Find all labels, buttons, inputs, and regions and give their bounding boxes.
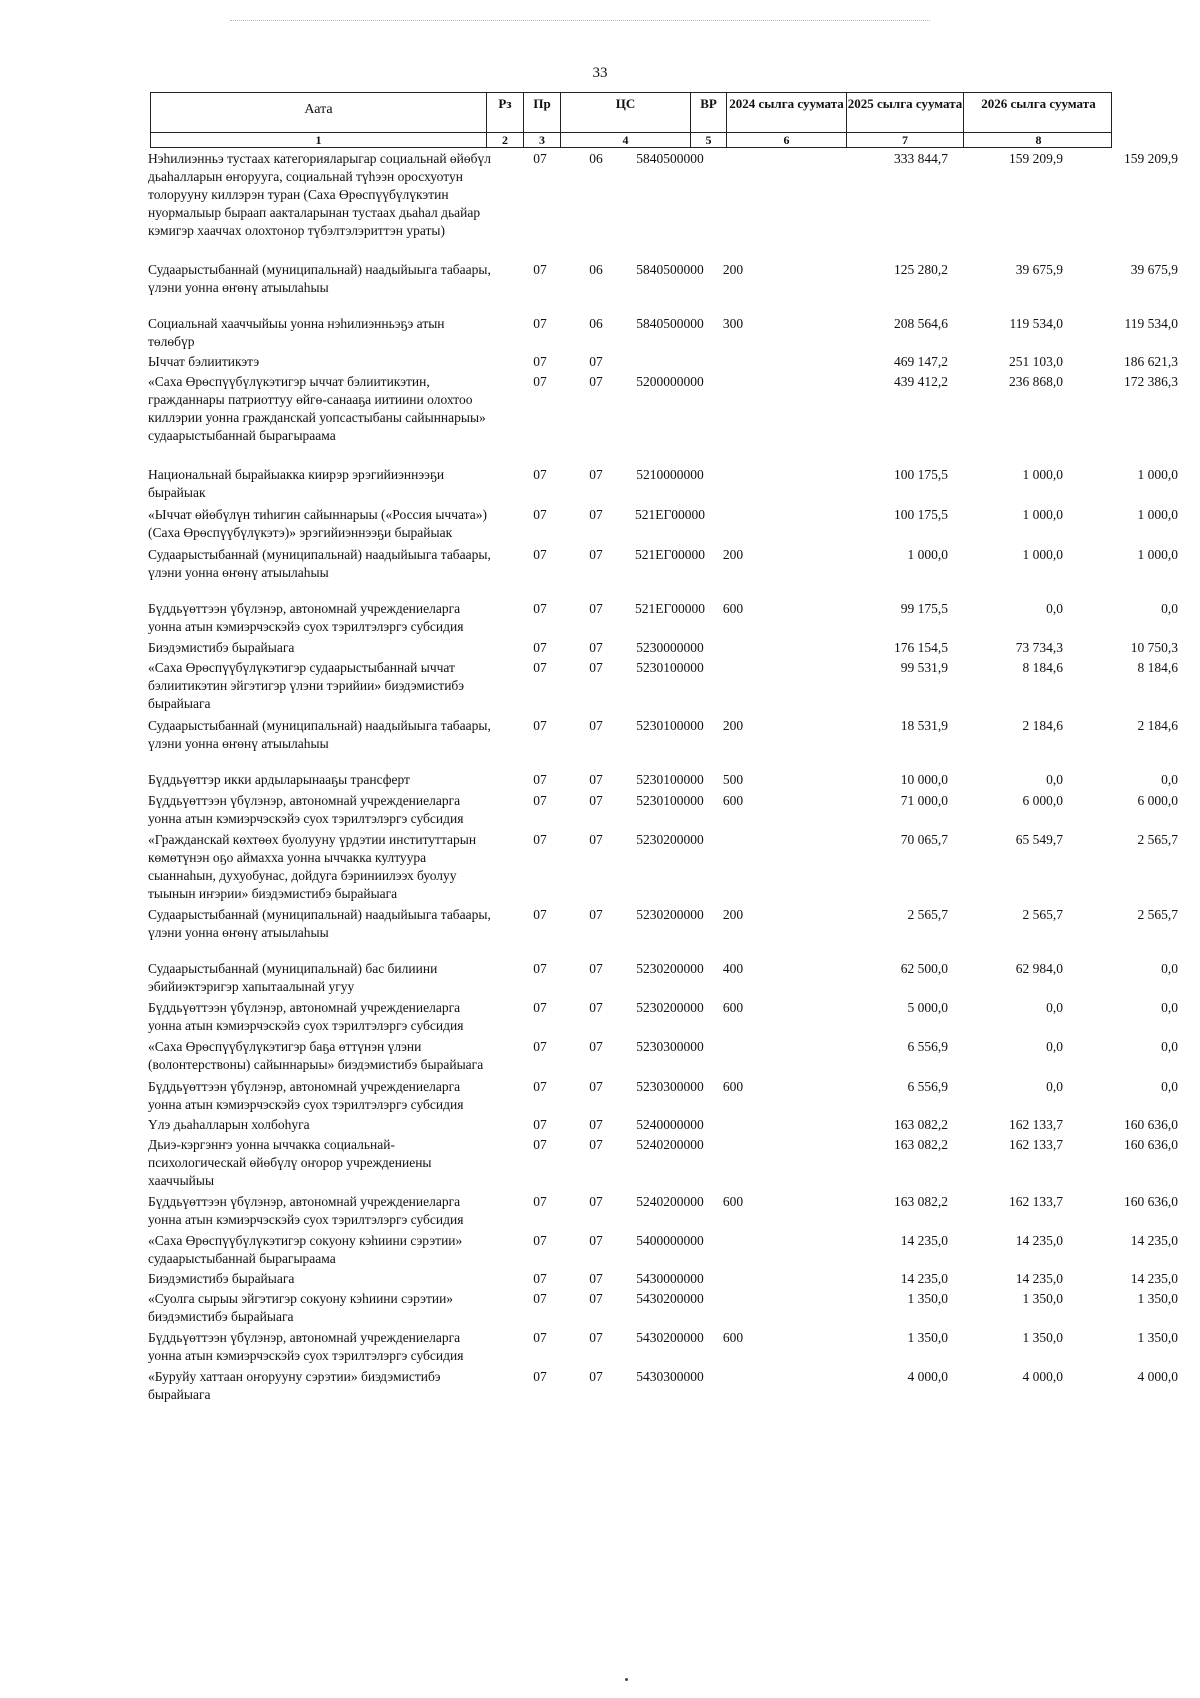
page-number: 33 [592,65,608,81]
row-cs: 5430300000 [636,1369,704,1384]
row-name: Бүддьүөттэр икки ардыларынааҕы трансферт [148,772,410,787]
row-pr: 07 [589,1000,603,1015]
row-rz: 07 [533,793,547,808]
row-cs: 5240200000 [636,1194,704,1209]
row-amount-2026: 8 184,6 [1137,660,1178,675]
row-rz: 07 [533,1039,547,1054]
row-cs: 5240000000 [636,1117,704,1132]
table-row [148,353,1178,371]
row-rz: 07 [533,467,547,482]
row-pr: 07 [589,1039,603,1054]
row-vr: 600 [722,1194,744,1209]
row-pr: 07 [589,1330,603,1345]
row-rz: 07 [533,262,547,277]
col-number: 6 [726,133,846,147]
row-amount-2025: 236 868,0 [1009,374,1063,389]
row-pr: 07 [589,374,603,389]
col-number: 1 [315,133,322,147]
row-cs: 5840500000 [636,316,704,331]
row-amount-2025: 119 534,0 [1009,316,1063,331]
row-cs: 521ЕГ00000 [634,507,706,522]
row-rz: 07 [533,316,547,331]
row-cs: 5430200000 [636,1291,704,1306]
row-name: Биэдэмистибэ бырайыага [148,640,295,655]
table-row [148,546,1178,582]
row-amount-2024: 163 082,2 [894,1194,948,1209]
row-pr: 07 [589,1271,603,1286]
row-pr: 07 [589,640,603,655]
row-rz: 07 [533,151,547,166]
row-rz: 07 [533,374,547,389]
row-name: «Гражданскай көхтөөх буолууну үрдэтии институттарын көмөтүнэн оҕо аймахха уонна ыччакка култуура сыаннаһын, духуобунас, дойдуга бэриниилээх буолуу тыынын иҥэрии» биэдэмистибэ бырайыага [148,832,477,901]
row-amount-2024: 18 531,9 [900,718,948,733]
table-row [148,960,1178,996]
row-name: Судаарыстыбаннай (муниципальнай) наадыйыыга табаары, үлэни уонна өҥөнү атыылаһыы [148,907,491,940]
row-amount-2025: 162 133,7 [1009,1117,1063,1132]
col-number: 3 [523,133,560,147]
row-amount-2026: 10 750,3 [1130,640,1178,655]
row-amount-2025: 1 350,0 [1022,1330,1063,1345]
row-name: Судаарыстыбаннай (муниципальнай) наадыйыыга табаары, үлэни уонна өҥөнү атыылаһыы [148,718,491,751]
row-pr: 07 [589,1291,603,1306]
row-cs: 5840500000 [636,151,704,166]
row-name: Судаарыстыбаннай (муниципальнай) наадыйыыга табаары, үлэни уонна өҥөнү атыылаһыы [148,262,491,295]
row-amount-2025: 162 133,7 [1009,1194,1063,1209]
row-pr: 07 [589,507,603,522]
row-amount-2024: 1 350,0 [907,1291,948,1306]
row-amount-2026: 6 000,0 [1137,793,1178,808]
row-amount-2025: 0,0 [1046,1079,1063,1094]
row-vr: 600 [722,1330,744,1345]
table-row [148,1078,1178,1114]
header-pr: Пр [523,93,560,136]
row-amount-2024: 163 082,2 [894,1117,948,1132]
row-rz: 07 [533,832,547,847]
row-amount-2024: 70 065,7 [900,832,948,847]
row-rz: 07 [533,640,547,655]
row-cs: 5230100000 [636,772,704,787]
row-cs: 5230200000 [636,961,704,976]
row-amount-2025: 0,0 [1046,1000,1063,1015]
row-name: Нэһилиэнньэ тустаах категорияларыгар социальнай өйөбүл дьаһалларын өҥорууга, социальнай түһээн оросхуотун толорууну киллэрэн туран (Саха Өрөспүүбүлүкэтин нуормалыыр быраап аакталарынан тустаах дьаһал дьайар кэмигэр хааччах олохтонор түбэлтэлэриттэн ураты) [148,151,492,238]
row-rz: 07 [533,907,547,922]
row-pr: 07 [589,718,603,733]
row-pr: 07 [589,1233,603,1248]
row-amount-2026: 2 184,6 [1137,718,1178,733]
row-pr: 07 [589,660,603,675]
row-amount-2026: 14 235,0 [1130,1233,1178,1248]
row-amount-2024: 333 844,7 [894,151,948,166]
row-amount-2026: 172 386,3 [1124,374,1178,389]
row-cs: 5230300000 [636,1039,704,1054]
row-amount-2026: 160 636,0 [1124,1117,1178,1132]
header-name: Аата [304,102,333,117]
header-cs: ЦС [560,93,690,136]
row-pr: 07 [589,1194,603,1209]
row-pr: 07 [589,907,603,922]
row-pr: 07 [589,793,603,808]
row-amount-2025: 1 350,0 [1022,1291,1063,1306]
row-amount-2024: 125 280,2 [894,262,948,277]
row-amount-2024: 1 000,0 [907,547,948,562]
row-amount-2026: 1 000,0 [1137,467,1178,482]
row-rz: 07 [533,547,547,562]
row-amount-2026: 0,0 [1161,961,1178,976]
row-amount-2026: 119 534,0 [1124,316,1178,331]
row-cs: 5230200000 [636,907,704,922]
row-pr: 07 [589,467,603,482]
row-name: Үлэ дьаһалларын холбоһуга [148,1117,310,1132]
col-number: 7 [846,133,963,147]
header-2024: 2024 сылга суумата [726,93,846,136]
row-name: Биэдэмистибэ бырайыага [148,1271,295,1286]
row-amount-2026: 1 350,0 [1137,1330,1178,1345]
row-amount-2025: 8 184,6 [1022,660,1063,675]
table-row [148,315,1178,351]
row-amount-2025: 14 235,0 [1015,1271,1063,1286]
row-name: Судаарыстыбаннай (муниципальнай) наадыйыыга табаары, үлэни уонна өҥөнү атыылаһыы [148,547,491,580]
row-rz: 07 [533,1117,547,1132]
row-amount-2025: 14 235,0 [1015,1233,1063,1248]
row-amount-2025: 65 549,7 [1015,832,1063,847]
row-amount-2025: 0,0 [1046,1039,1063,1054]
row-amount-2024: 1 350,0 [907,1330,948,1345]
row-amount-2024: 14 235,0 [900,1233,948,1248]
row-amount-2025: 159 209,9 [1009,151,1063,166]
row-cs: 5230100000 [636,718,704,733]
row-rz: 07 [533,660,547,675]
row-amount-2024: 4 000,0 [907,1369,948,1384]
header-rz: Рз [486,93,523,136]
row-amount-2025: 1 000,0 [1022,467,1063,482]
row-name: Бүддьүөттээн үбүлэнэр, автономнай учреждениеларга уонна атын кэмиэрчэскэйэ суох тэрилтэлэргэ субсидия [148,1330,464,1363]
row-amount-2026: 2 565,7 [1137,907,1178,922]
table-row [148,831,1178,903]
row-pr: 07 [589,1369,603,1384]
row-name: Бүддьүөттээн үбүлэнэр, автономнай учреждениеларга уонна атын кэмиэрчэскэйэ суох тэрилтэлэргэ субсидия [148,1079,464,1112]
row-amount-2024: 439 412,2 [894,374,948,389]
row-rz: 07 [533,1233,547,1248]
table-row [148,1290,1178,1326]
row-cs: 5230100000 [636,660,704,675]
row-amount-2026: 1 000,0 [1137,547,1178,562]
row-amount-2025: 62 984,0 [1015,961,1063,976]
table-row [148,792,1178,828]
row-vr: 200 [722,907,744,922]
header-vr: ВР [690,93,726,136]
row-cs: 5230000000 [636,640,704,655]
row-rz: 07 [533,507,547,522]
row-amount-2024: 176 154,5 [894,640,948,655]
row-vr: 600 [722,793,744,808]
row-amount-2026: 159 209,9 [1124,151,1178,166]
row-amount-2025: 1 000,0 [1022,547,1063,562]
row-vr: 600 [722,601,744,616]
row-amount-2024: 100 175,5 [894,467,948,482]
row-cs: 5230300000 [636,1079,704,1094]
row-amount-2026: 2 565,7 [1137,832,1178,847]
row-amount-2025: 4 000,0 [1022,1369,1063,1384]
row-amount-2025: 39 675,9 [1015,262,1063,277]
row-rz: 07 [533,354,547,369]
row-pr: 07 [589,961,603,976]
table-row [148,1232,1178,1268]
row-pr: 07 [589,1137,603,1152]
row-amount-2024: 10 000,0 [900,772,948,787]
row-cs: 5230100000 [636,793,704,808]
table-row [148,999,1178,1035]
row-cs: 5210000000 [636,467,704,482]
row-amount-2024: 208 564,6 [894,316,948,331]
row-cs: 5240200000 [636,1137,704,1152]
table-row [148,1368,1178,1404]
table-row [148,466,1178,502]
row-amount-2026: 0,0 [1161,1039,1178,1054]
row-amount-2026: 0,0 [1161,772,1178,787]
row-rz: 07 [533,1079,547,1094]
row-amount-2025: 1 000,0 [1022,507,1063,522]
table-row [148,1136,1178,1190]
table-row [148,1270,1178,1288]
row-amount-2025: 2 184,6 [1022,718,1063,733]
row-amount-2025: 162 133,7 [1009,1137,1063,1152]
row-pr: 07 [589,1117,603,1132]
table-row [148,659,1178,713]
header-2026: 2026 сылга суумата [963,93,1113,136]
row-amount-2024: 5 000,0 [907,1000,948,1015]
row-rz: 07 [533,1271,547,1286]
row-amount-2024: 14 235,0 [900,1271,948,1286]
col-number: 2 [486,133,523,147]
row-name: Бүддьүөттээн үбүлэнэр, автономнай учреждениеларга уонна атын кэмиэрчэскэйэ суох тэрилтэлэргэ субсидия [148,601,464,634]
row-name: Бүддьүөттээн үбүлэнэр, автономнай учреждениеларга уонна атын кэмиэрчэскэйэ суох тэрилтэлэргэ субсидия [148,1000,464,1033]
row-amount-2024: 62 500,0 [900,961,948,976]
row-pr: 07 [589,601,603,616]
row-vr: 500 [722,772,744,787]
table-row [148,1329,1178,1365]
row-name: Национальнай бырайыакка киирэр эрэгийиэннээҕи бырайыак [148,467,445,500]
row-name: Судаарыстыбаннай (муниципальнай) бас билиини эбийиэктэригэр хапытаалынай угуу [148,961,438,994]
column-number-row [150,132,1112,148]
row-rz: 07 [533,601,547,616]
table-row [148,506,1178,542]
table-row [148,771,1178,789]
row-pr: 06 [589,316,603,331]
table-row [148,373,1178,445]
table-header [150,92,1112,136]
row-amount-2024: 71 000,0 [900,793,948,808]
row-cs: 521ЕГ00000 [634,547,706,562]
row-rz: 07 [533,1000,547,1015]
row-cs: 5430000000 [636,1271,704,1286]
row-name: Дьиэ-кэргэнҥэ уонна ыччакка социальнай-психологическай өйөбүлү оҥорор учреждениены хааччыйыы [148,1137,432,1188]
row-name: «Саха Өрөспүүбүлүкэтигэр сокуону кэһиини сэрэтии» судаарыстыбаннай бырагыраама [148,1233,463,1266]
row-rz: 07 [533,772,547,787]
row-name: «Буруйу хаттаан оҥорууну сэрэтии» биэдэмистибэ бырайыага [148,1369,441,1402]
row-rz: 07 [533,1291,547,1306]
row-rz: 07 [533,718,547,733]
row-name: Ыччат бэлиитикэтэ [148,354,260,369]
row-cs: 521ЕГ00000 [634,601,706,616]
row-name: «Суолга сырыы эйгэтигэр сокуону кэһиини сэрэтии» биэдэмистибэ бырайыага [148,1291,454,1324]
row-cs: 5200000000 [636,374,704,389]
row-vr: 600 [722,1079,744,1094]
row-cs: 5230200000 [636,1000,704,1015]
row-amount-2026: 0,0 [1161,1000,1178,1015]
row-vr: 200 [722,262,744,277]
row-amount-2026: 14 235,0 [1130,1271,1178,1286]
row-name: «Ыччат өйөбүлүн тиһигин сайыннарыы («Россия ыччата») (Саха Өрөспүүбүлүкэтэ)» эрэгийиэннээҕи бырайыак [148,507,487,540]
row-cs: 5430200000 [636,1330,704,1345]
row-cs: 5840500000 [636,262,704,277]
row-vr: 300 [722,316,744,331]
row-pr: 07 [589,832,603,847]
row-pr: 07 [589,1079,603,1094]
row-name: Бүддьүөттээн үбүлэнэр, автономнай учреждениеларга уонна атын кэмиэрчэскэйэ суох тэрилтэлэргэ субсидия [148,1194,464,1227]
row-rz: 07 [533,1330,547,1345]
row-amount-2025: 73 734,3 [1015,640,1063,655]
row-amount-2024: 2 565,7 [907,907,948,922]
table-row [148,150,1178,240]
row-amount-2025: 0,0 [1046,772,1063,787]
row-amount-2025: 0,0 [1046,601,1063,616]
scan-dot-artifact [625,1678,628,1681]
table-row [148,906,1178,942]
row-amount-2026: 160 636,0 [1124,1194,1178,1209]
row-cs: 5400000000 [636,1233,704,1248]
row-amount-2026: 1 350,0 [1137,1291,1178,1306]
row-amount-2024: 99 531,9 [900,660,948,675]
row-cs: 5230200000 [636,832,704,847]
col-number: 8 [963,133,1113,147]
row-amount-2026: 186 621,3 [1124,354,1178,369]
row-amount-2024: 469 147,2 [894,354,948,369]
row-amount-2026: 4 000,0 [1137,1369,1178,1384]
row-pr: 07 [589,772,603,787]
row-pr: 07 [589,354,603,369]
row-name: Бүддьүөттээн үбүлэнэр, автономнай учреждениеларга уонна атын кэмиэрчэскэйэ суох тэрилтэлэргэ субсидия [148,793,464,826]
table-row [148,1038,1178,1074]
scan-top-artifact [230,20,930,21]
row-name: «Саха Өрөспүүбүлүкэтигэр судаарыстыбаннай ыччат бэлиитикэтин эйгэтигэр үлэни тэрийии» биэдэмистибэ бырайыага [148,660,465,711]
row-name: Социальнай хааччыйыы уонна нэһилиэнньэҕэ атын төлөбүр [148,316,445,349]
col-number: 5 [690,133,726,147]
table-row [148,600,1178,636]
row-amount-2026: 0,0 [1161,601,1178,616]
row-vr: 600 [722,1000,744,1015]
header-2025: 2025 сылга суумата [846,93,963,136]
row-rz: 07 [533,1137,547,1152]
row-amount-2024: 6 556,9 [907,1079,948,1094]
row-vr: 400 [722,961,744,976]
row-amount-2024: 163 082,2 [894,1137,948,1152]
row-amount-2024: 6 556,9 [907,1039,948,1054]
row-name: «Саха Өрөспүүбүлүкэтигэр ыччат бэлиитикэтин, гражданнары патриоттуу өйгө-санааҕа иитиини олохтоо киллэрии уонна гражданскай уопсастыбаны сайыннарыы» судаарыстыбаннай бырагыраама [148,374,486,443]
row-amount-2025: 251 103,0 [1009,354,1063,369]
row-amount-2024: 99 175,5 [900,601,948,616]
row-rz: 07 [533,1194,547,1209]
row-amount-2026: 160 636,0 [1124,1137,1178,1152]
table-row [148,1193,1178,1229]
col-number: 4 [560,133,690,147]
row-amount-2025: 6 000,0 [1022,793,1063,808]
row-pr: 06 [589,262,603,277]
table-row [148,639,1178,657]
row-amount-2026: 0,0 [1161,1079,1178,1094]
table-row [148,1116,1178,1134]
row-name: «Саха Өрөспүүбүлүкэтигэр баҕа өттүнэн үлэни (волонтерствоны) сайыннарыы» биэдэмистибэ бырайыага [148,1039,484,1072]
row-rz: 07 [533,961,547,976]
row-pr: 07 [589,547,603,562]
row-amount-2024: 100 175,5 [894,507,948,522]
budget-table-body [148,150,1178,1404]
row-vr: 200 [722,547,744,562]
row-amount-2026: 39 675,9 [1130,262,1178,277]
row-amount-2025: 2 565,7 [1022,907,1063,922]
row-amount-2026: 1 000,0 [1137,507,1178,522]
table-row [148,717,1178,753]
row-vr: 200 [722,718,744,733]
table-row [148,261,1178,297]
row-rz: 07 [533,1369,547,1384]
row-pr: 06 [589,151,603,166]
